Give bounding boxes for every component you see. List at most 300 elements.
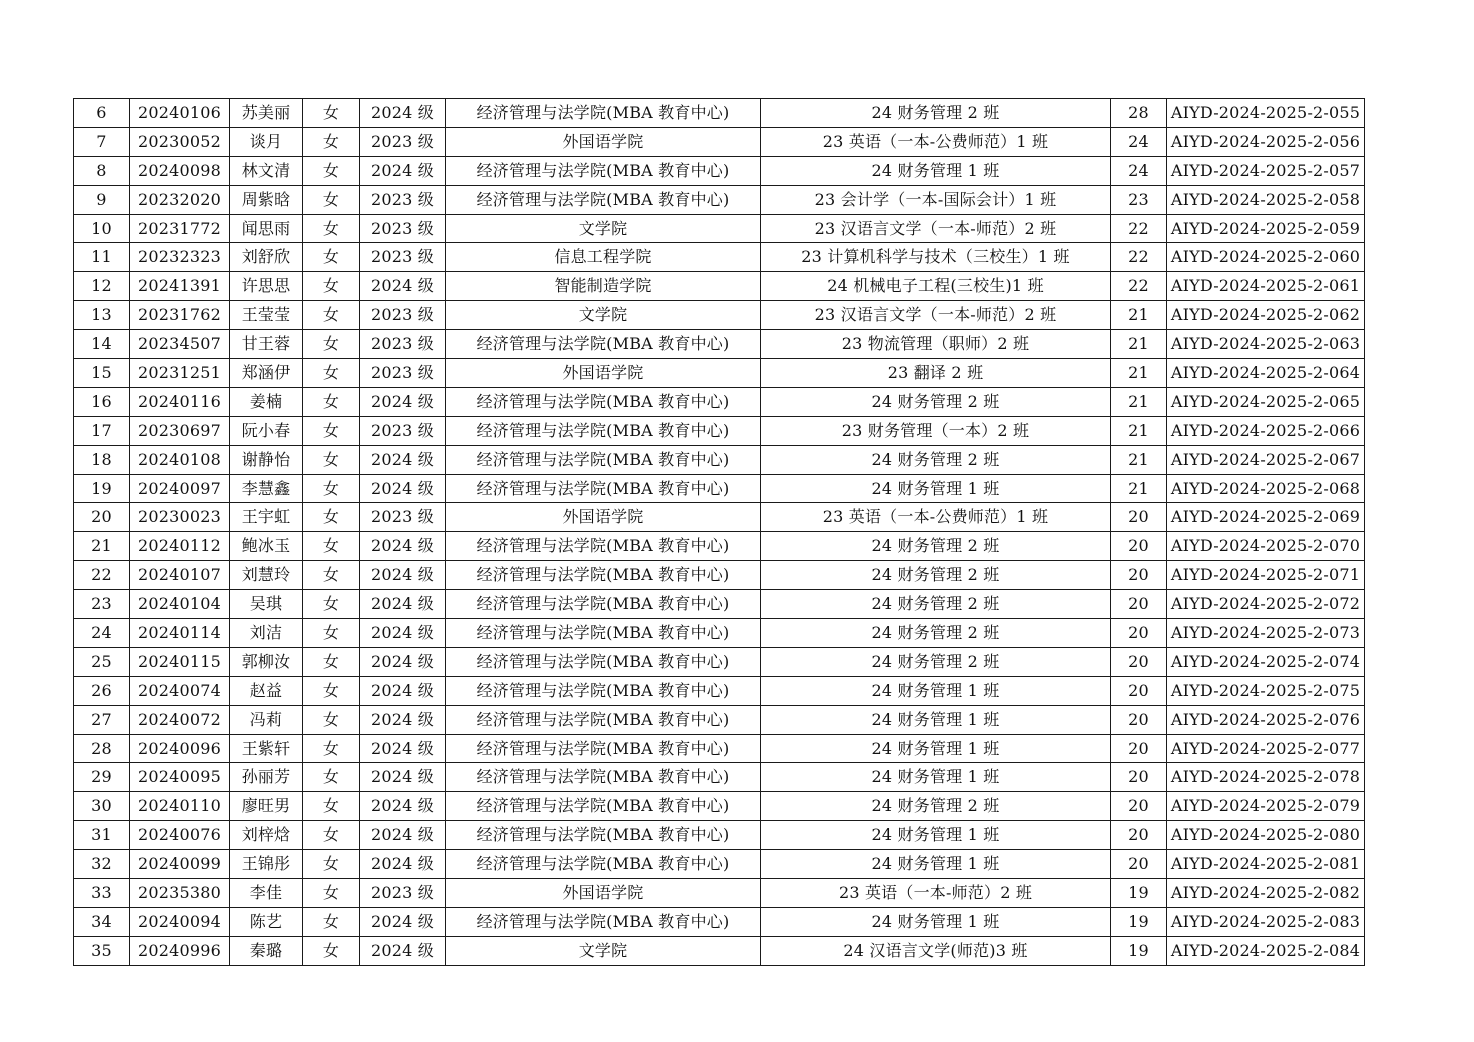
score-cell: 21 [1111, 387, 1167, 416]
class-cell: 23 汉语言文学（一本-师范）2 班 [761, 301, 1111, 330]
grade-cell: 2024 级 [360, 387, 446, 416]
score-cell: 28 [1111, 99, 1167, 128]
certificate-code-cell: AIYD-2024-2025-2-063 [1167, 330, 1365, 359]
gender-cell: 女 [303, 619, 360, 648]
row-number-cell: 33 [74, 879, 130, 908]
student-id-cell: 20240097 [130, 474, 230, 503]
certificate-code-cell: AIYD-2024-2025-2-056 [1167, 127, 1365, 156]
score-cell: 24 [1111, 127, 1167, 156]
student-name-cell: 姜楠 [230, 387, 303, 416]
row-number-cell: 25 [74, 647, 130, 676]
gender-cell: 女 [303, 821, 360, 850]
department-cell: 经济管理与法学院(MBA 教育中心) [446, 821, 761, 850]
class-cell: 23 物流管理（职师）2 班 [761, 330, 1111, 359]
row-number-cell: 28 [74, 734, 130, 763]
score-cell: 20 [1111, 676, 1167, 705]
table-row [74, 99, 1365, 128]
table-row [74, 850, 1365, 879]
certificate-code-cell: AIYD-2024-2025-2-055 [1167, 99, 1365, 128]
score-cell: 21 [1111, 474, 1167, 503]
class-cell: 23 英语（一本-公费师范）1 班 [761, 503, 1111, 532]
student-name-cell: 郑涵伊 [230, 359, 303, 388]
row-number-cell: 6 [74, 99, 130, 128]
table-row [74, 590, 1365, 619]
department-cell: 文学院 [446, 936, 761, 965]
row-number-cell: 18 [74, 445, 130, 474]
grade-cell: 2024 级 [360, 474, 446, 503]
student-id-cell: 20240114 [130, 619, 230, 648]
class-cell: 24 财务管理 2 班 [761, 590, 1111, 619]
row-number-cell: 11 [74, 243, 130, 272]
table-row [74, 647, 1365, 676]
department-cell: 经济管理与法学院(MBA 教育中心) [446, 532, 761, 561]
score-cell: 19 [1111, 879, 1167, 908]
row-number-cell: 21 [74, 532, 130, 561]
table-row [74, 561, 1365, 590]
gender-cell: 女 [303, 936, 360, 965]
grade-cell: 2024 级 [360, 936, 446, 965]
department-cell: 经济管理与法学院(MBA 教育中心) [446, 647, 761, 676]
gender-cell: 女 [303, 676, 360, 705]
grade-cell: 2023 级 [360, 416, 446, 445]
department-cell: 外国语学院 [446, 503, 761, 532]
table-row [74, 445, 1365, 474]
certificate-code-cell: AIYD-2024-2025-2-074 [1167, 647, 1365, 676]
table-row [74, 907, 1365, 936]
class-cell: 24 财务管理 1 班 [761, 734, 1111, 763]
class-cell: 24 财务管理 1 班 [761, 474, 1111, 503]
student-name-cell: 王宇虹 [230, 503, 303, 532]
student-id-cell: 20231762 [130, 301, 230, 330]
gender-cell: 女 [303, 387, 360, 416]
class-cell: 24 财务管理 1 班 [761, 907, 1111, 936]
student-name-cell: 许思思 [230, 272, 303, 301]
gender-cell: 女 [303, 445, 360, 474]
student-name-cell: 李佳 [230, 879, 303, 908]
student-id-cell: 20240099 [130, 850, 230, 879]
table-row [74, 301, 1365, 330]
department-cell: 经济管理与法学院(MBA 教育中心) [446, 156, 761, 185]
table-row [74, 474, 1365, 503]
row-number-cell: 23 [74, 590, 130, 619]
certificate-code-cell: AIYD-2024-2025-2-083 [1167, 907, 1365, 936]
gender-cell: 女 [303, 185, 360, 214]
roster-body [74, 99, 1365, 966]
department-cell: 经济管理与法学院(MBA 教育中心) [446, 763, 761, 792]
student-roster-table [73, 98, 1365, 966]
class-cell: 23 翻译 2 班 [761, 359, 1111, 388]
student-name-cell: 闻思雨 [230, 214, 303, 243]
grade-cell: 2024 级 [360, 590, 446, 619]
grade-cell: 2024 级 [360, 619, 446, 648]
score-cell: 20 [1111, 734, 1167, 763]
table-row [74, 936, 1365, 965]
class-cell: 24 财务管理 2 班 [761, 99, 1111, 128]
student-id-cell: 20240115 [130, 647, 230, 676]
table-row [74, 792, 1365, 821]
table-row [74, 705, 1365, 734]
class-cell: 24 财务管理 2 班 [761, 792, 1111, 821]
grade-cell: 2023 级 [360, 127, 446, 156]
student-id-cell: 20231251 [130, 359, 230, 388]
grade-cell: 2024 级 [360, 272, 446, 301]
student-name-cell: 王紫轩 [230, 734, 303, 763]
score-cell: 20 [1111, 647, 1167, 676]
certificate-code-cell: AIYD-2024-2025-2-072 [1167, 590, 1365, 619]
row-number-cell: 14 [74, 330, 130, 359]
table-row [74, 619, 1365, 648]
department-cell: 智能制造学院 [446, 272, 761, 301]
table-row [74, 127, 1365, 156]
score-cell: 20 [1111, 590, 1167, 619]
gender-cell: 女 [303, 272, 360, 301]
score-cell: 20 [1111, 503, 1167, 532]
table-row [74, 330, 1365, 359]
student-name-cell: 廖旺男 [230, 792, 303, 821]
grade-cell: 2024 级 [360, 734, 446, 763]
grade-cell: 2023 级 [360, 879, 446, 908]
gender-cell: 女 [303, 99, 360, 128]
gender-cell: 女 [303, 416, 360, 445]
gender-cell: 女 [303, 763, 360, 792]
department-cell: 经济管理与法学院(MBA 教育中心) [446, 792, 761, 821]
department-cell: 外国语学院 [446, 359, 761, 388]
table-row [74, 879, 1365, 908]
row-number-cell: 19 [74, 474, 130, 503]
class-cell: 24 财务管理 1 班 [761, 821, 1111, 850]
student-id-cell: 20240094 [130, 907, 230, 936]
student-id-cell: 20231772 [130, 214, 230, 243]
certificate-code-cell: AIYD-2024-2025-2-082 [1167, 879, 1365, 908]
student-name-cell: 刘梓焓 [230, 821, 303, 850]
student-name-cell: 刘洁 [230, 619, 303, 648]
gender-cell: 女 [303, 907, 360, 936]
department-cell: 文学院 [446, 214, 761, 243]
student-id-cell: 20240095 [130, 763, 230, 792]
row-number-cell: 8 [74, 156, 130, 185]
grade-cell: 2024 级 [360, 676, 446, 705]
student-id-cell: 20240104 [130, 590, 230, 619]
grade-cell: 2023 级 [360, 301, 446, 330]
department-cell: 经济管理与法学院(MBA 教育中心) [446, 676, 761, 705]
row-number-cell: 29 [74, 763, 130, 792]
grade-cell: 2023 级 [360, 359, 446, 388]
score-cell: 21 [1111, 359, 1167, 388]
class-cell: 23 英语（一本-公费师范）1 班 [761, 127, 1111, 156]
table-row [74, 821, 1365, 850]
table-row [74, 156, 1365, 185]
certificate-code-cell: AIYD-2024-2025-2-070 [1167, 532, 1365, 561]
gender-cell: 女 [303, 214, 360, 243]
grade-cell: 2024 级 [360, 821, 446, 850]
grade-cell: 2024 级 [360, 532, 446, 561]
student-id-cell: 20240098 [130, 156, 230, 185]
student-id-cell: 20240112 [130, 532, 230, 561]
student-name-cell: 谈月 [230, 127, 303, 156]
department-cell: 经济管理与法学院(MBA 教育中心) [446, 561, 761, 590]
class-cell: 24 财务管理 2 班 [761, 619, 1111, 648]
student-name-cell: 林文清 [230, 156, 303, 185]
student-name-cell: 刘舒欣 [230, 243, 303, 272]
gender-cell: 女 [303, 243, 360, 272]
student-id-cell: 20240110 [130, 792, 230, 821]
certificate-code-cell: AIYD-2024-2025-2-057 [1167, 156, 1365, 185]
student-id-cell: 20240096 [130, 734, 230, 763]
score-cell: 20 [1111, 532, 1167, 561]
class-cell: 24 财务管理 1 班 [761, 763, 1111, 792]
row-number-cell: 35 [74, 936, 130, 965]
gender-cell: 女 [303, 474, 360, 503]
grade-cell: 2024 级 [360, 763, 446, 792]
certificate-code-cell: AIYD-2024-2025-2-084 [1167, 936, 1365, 965]
grade-cell: 2023 级 [360, 503, 446, 532]
score-cell: 20 [1111, 850, 1167, 879]
row-number-cell: 7 [74, 127, 130, 156]
student-id-cell: 20240106 [130, 99, 230, 128]
student-id-cell: 20234507 [130, 330, 230, 359]
class-cell: 23 英语（一本-师范）2 班 [761, 879, 1111, 908]
student-id-cell: 20232020 [130, 185, 230, 214]
gender-cell: 女 [303, 647, 360, 676]
department-cell: 经济管理与法学院(MBA 教育中心) [446, 445, 761, 474]
score-cell: 22 [1111, 214, 1167, 243]
row-number-cell: 27 [74, 705, 130, 734]
score-cell: 23 [1111, 185, 1167, 214]
table-row [74, 763, 1365, 792]
row-number-cell: 30 [74, 792, 130, 821]
certificate-code-cell: AIYD-2024-2025-2-080 [1167, 821, 1365, 850]
grade-cell: 2024 级 [360, 647, 446, 676]
certificate-code-cell: AIYD-2024-2025-2-062 [1167, 301, 1365, 330]
gender-cell: 女 [303, 561, 360, 590]
student-name-cell: 王锦彤 [230, 850, 303, 879]
department-cell: 经济管理与法学院(MBA 教育中心) [446, 474, 761, 503]
table-row [74, 359, 1365, 388]
table-row [74, 214, 1365, 243]
student-id-cell: 20240996 [130, 936, 230, 965]
row-number-cell: 31 [74, 821, 130, 850]
department-cell: 信息工程学院 [446, 243, 761, 272]
gender-cell: 女 [303, 850, 360, 879]
department-cell: 经济管理与法学院(MBA 教育中心) [446, 99, 761, 128]
student-name-cell: 王莹莹 [230, 301, 303, 330]
class-cell: 24 机械电子工程(三校生)1 班 [761, 272, 1111, 301]
class-cell: 24 汉语言文学(师范)3 班 [761, 936, 1111, 965]
student-name-cell: 甘王蓉 [230, 330, 303, 359]
certificate-code-cell: AIYD-2024-2025-2-058 [1167, 185, 1365, 214]
grade-cell: 2024 级 [360, 445, 446, 474]
gender-cell: 女 [303, 156, 360, 185]
gender-cell: 女 [303, 127, 360, 156]
student-name-cell: 郭柳汝 [230, 647, 303, 676]
class-cell: 23 财务管理（一本）2 班 [761, 416, 1111, 445]
student-name-cell: 谢静怡 [230, 445, 303, 474]
table-row [74, 243, 1365, 272]
class-cell: 24 财务管理 2 班 [761, 445, 1111, 474]
department-cell: 经济管理与法学院(MBA 教育中心) [446, 705, 761, 734]
table-row [74, 676, 1365, 705]
grade-cell: 2024 级 [360, 99, 446, 128]
score-cell: 20 [1111, 763, 1167, 792]
department-cell: 文学院 [446, 301, 761, 330]
score-cell: 21 [1111, 445, 1167, 474]
student-name-cell: 刘慧玲 [230, 561, 303, 590]
department-cell: 经济管理与法学院(MBA 教育中心) [446, 850, 761, 879]
grade-cell: 2024 级 [360, 850, 446, 879]
table-row [74, 185, 1365, 214]
student-name-cell: 阮小春 [230, 416, 303, 445]
student-name-cell: 吴琪 [230, 590, 303, 619]
student-id-cell: 20240116 [130, 387, 230, 416]
gender-cell: 女 [303, 301, 360, 330]
row-number-cell: 9 [74, 185, 130, 214]
row-number-cell: 34 [74, 907, 130, 936]
table-row [74, 734, 1365, 763]
certificate-code-cell: AIYD-2024-2025-2-064 [1167, 359, 1365, 388]
score-cell: 20 [1111, 561, 1167, 590]
row-number-cell: 20 [74, 503, 130, 532]
department-cell: 外国语学院 [446, 127, 761, 156]
department-cell: 外国语学院 [446, 879, 761, 908]
department-cell: 经济管理与法学院(MBA 教育中心) [446, 590, 761, 619]
student-name-cell: 李慧鑫 [230, 474, 303, 503]
gender-cell: 女 [303, 705, 360, 734]
certificate-code-cell: AIYD-2024-2025-2-060 [1167, 243, 1365, 272]
score-cell: 20 [1111, 705, 1167, 734]
certificate-code-cell: AIYD-2024-2025-2-079 [1167, 792, 1365, 821]
class-cell: 24 财务管理 2 班 [761, 561, 1111, 590]
table-row [74, 387, 1365, 416]
table-row [74, 503, 1365, 532]
class-cell: 24 财务管理 2 班 [761, 387, 1111, 416]
department-cell: 经济管理与法学院(MBA 教育中心) [446, 330, 761, 359]
row-number-cell: 12 [74, 272, 130, 301]
gender-cell: 女 [303, 590, 360, 619]
department-cell: 经济管理与法学院(MBA 教育中心) [446, 416, 761, 445]
table-row [74, 532, 1365, 561]
student-id-cell: 20241391 [130, 272, 230, 301]
score-cell: 21 [1111, 330, 1167, 359]
certificate-code-cell: AIYD-2024-2025-2-059 [1167, 214, 1365, 243]
score-cell: 19 [1111, 936, 1167, 965]
class-cell: 24 财务管理 2 班 [761, 532, 1111, 561]
certificate-code-cell: AIYD-2024-2025-2-076 [1167, 705, 1365, 734]
department-cell: 经济管理与法学院(MBA 教育中心) [446, 734, 761, 763]
row-number-cell: 10 [74, 214, 130, 243]
student-id-cell: 20235380 [130, 879, 230, 908]
certificate-code-cell: AIYD-2024-2025-2-065 [1167, 387, 1365, 416]
department-cell: 经济管理与法学院(MBA 教育中心) [446, 619, 761, 648]
grade-cell: 2024 级 [360, 907, 446, 936]
student-id-cell: 20232323 [130, 243, 230, 272]
student-name-cell: 孙丽芳 [230, 763, 303, 792]
row-number-cell: 22 [74, 561, 130, 590]
certificate-code-cell: AIYD-2024-2025-2-073 [1167, 619, 1365, 648]
grade-cell: 2024 级 [360, 156, 446, 185]
score-cell: 20 [1111, 619, 1167, 648]
certificate-code-cell: AIYD-2024-2025-2-069 [1167, 503, 1365, 532]
department-cell: 经济管理与法学院(MBA 教育中心) [446, 387, 761, 416]
class-cell: 23 汉语言文学（一本-师范）2 班 [761, 214, 1111, 243]
table-row [74, 272, 1365, 301]
student-id-cell: 20230697 [130, 416, 230, 445]
score-cell: 24 [1111, 156, 1167, 185]
certificate-code-cell: AIYD-2024-2025-2-078 [1167, 763, 1365, 792]
student-name-cell: 冯莉 [230, 705, 303, 734]
student-name-cell: 苏美丽 [230, 99, 303, 128]
student-id-cell: 20240074 [130, 676, 230, 705]
score-cell: 20 [1111, 792, 1167, 821]
student-name-cell: 陈艺 [230, 907, 303, 936]
row-number-cell: 16 [74, 387, 130, 416]
row-number-cell: 32 [74, 850, 130, 879]
grade-cell: 2024 级 [360, 705, 446, 734]
grade-cell: 2023 级 [360, 330, 446, 359]
student-id-cell: 20230023 [130, 503, 230, 532]
student-name-cell: 周紫晗 [230, 185, 303, 214]
row-number-cell: 24 [74, 619, 130, 648]
grade-cell: 2023 级 [360, 243, 446, 272]
department-cell: 经济管理与法学院(MBA 教育中心) [446, 185, 761, 214]
row-number-cell: 17 [74, 416, 130, 445]
row-number-cell: 26 [74, 676, 130, 705]
student-id-cell: 20240108 [130, 445, 230, 474]
certificate-code-cell: AIYD-2024-2025-2-066 [1167, 416, 1365, 445]
certificate-code-cell: AIYD-2024-2025-2-067 [1167, 445, 1365, 474]
gender-cell: 女 [303, 734, 360, 763]
grade-cell: 2024 级 [360, 561, 446, 590]
student-name-cell: 鲍冰玉 [230, 532, 303, 561]
certificate-code-cell: AIYD-2024-2025-2-077 [1167, 734, 1365, 763]
student-id-cell: 20240107 [130, 561, 230, 590]
grade-cell: 2024 级 [360, 792, 446, 821]
score-cell: 22 [1111, 272, 1167, 301]
class-cell: 23 会计学（一本-国际会计）1 班 [761, 185, 1111, 214]
gender-cell: 女 [303, 532, 360, 561]
grade-cell: 2023 级 [360, 185, 446, 214]
class-cell: 24 财务管理 1 班 [761, 156, 1111, 185]
class-cell: 24 财务管理 2 班 [761, 647, 1111, 676]
class-cell: 24 财务管理 1 班 [761, 705, 1111, 734]
gender-cell: 女 [303, 330, 360, 359]
student-id-cell: 20240076 [130, 821, 230, 850]
table-row [74, 416, 1365, 445]
certificate-code-cell: AIYD-2024-2025-2-081 [1167, 850, 1365, 879]
score-cell: 22 [1111, 243, 1167, 272]
certificate-code-cell: AIYD-2024-2025-2-071 [1167, 561, 1365, 590]
score-cell: 21 [1111, 301, 1167, 330]
gender-cell: 女 [303, 879, 360, 908]
student-id-cell: 20230052 [130, 127, 230, 156]
score-cell: 21 [1111, 416, 1167, 445]
score-cell: 19 [1111, 907, 1167, 936]
gender-cell: 女 [303, 359, 360, 388]
class-cell: 23 计算机科学与技术（三校生）1 班 [761, 243, 1111, 272]
class-cell: 24 财务管理 1 班 [761, 850, 1111, 879]
student-id-cell: 20240072 [130, 705, 230, 734]
row-number-cell: 13 [74, 301, 130, 330]
grade-cell: 2023 级 [360, 214, 446, 243]
student-name-cell: 赵益 [230, 676, 303, 705]
gender-cell: 女 [303, 503, 360, 532]
score-cell: 20 [1111, 821, 1167, 850]
row-number-cell: 15 [74, 359, 130, 388]
certificate-code-cell: AIYD-2024-2025-2-068 [1167, 474, 1365, 503]
department-cell: 经济管理与法学院(MBA 教育中心) [446, 907, 761, 936]
certificate-code-cell: AIYD-2024-2025-2-061 [1167, 272, 1365, 301]
certificate-code-cell: AIYD-2024-2025-2-075 [1167, 676, 1365, 705]
gender-cell: 女 [303, 792, 360, 821]
